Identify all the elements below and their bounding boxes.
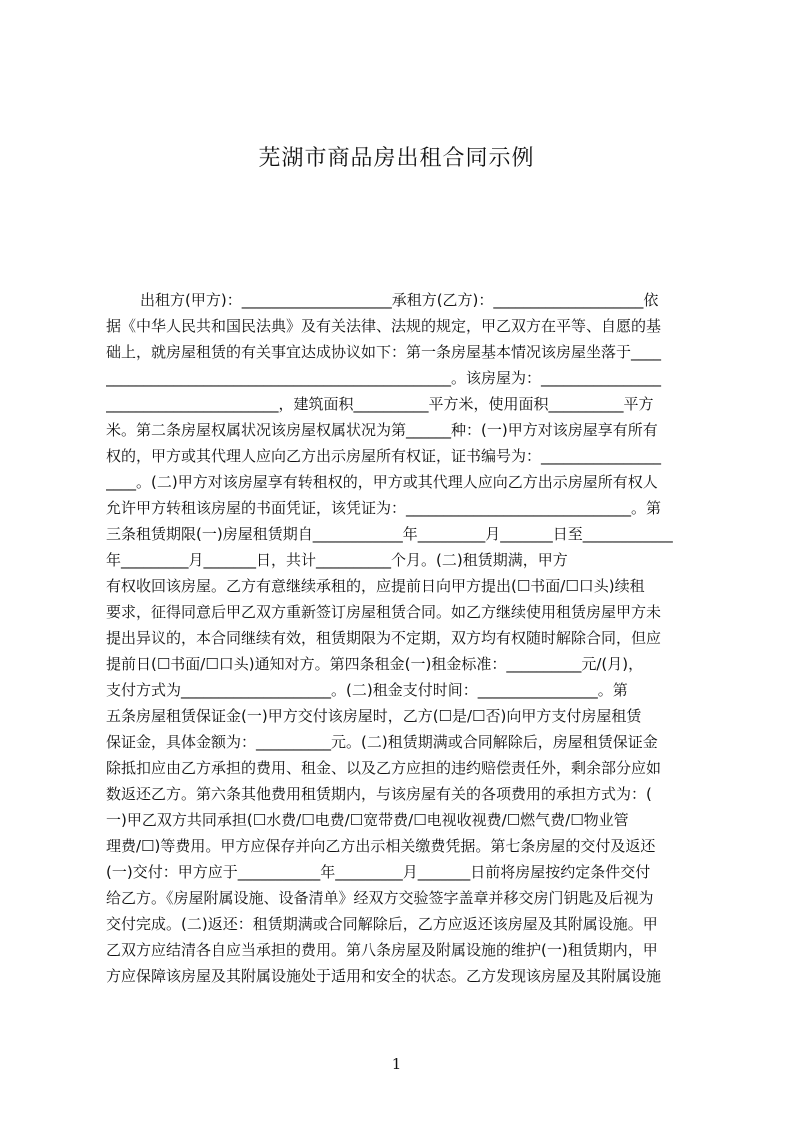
body-line: 方应保障该房屋及其附属设施处于适用和安全的状态。乙方发现该房屋及其附属设施 bbox=[106, 967, 662, 985]
contract-body bbox=[106, 287, 698, 989]
body-line: 据《中华人民共和国民法典》及有关法律、法规的规定，甲乙双方在平等、自愿的基 bbox=[106, 317, 662, 335]
body-line: 提前日(☐书面/☐口头)通知对方。第四条租金(一)租金标准：__________元/(月)， bbox=[106, 655, 644, 673]
body-line: (一)交付：甲方应于___________年_________月_______日前将房屋按约定条件交付 bbox=[106, 863, 651, 881]
document-title: 芜湖市商品房出租合同示例 bbox=[258, 146, 535, 171]
body-line: 权的，甲方或其代理人应向乙方出示房屋所有权证，证书编号为：________________ bbox=[106, 447, 662, 465]
body-line: 础上，就房屋租赁的有关事宜达成协议如下：第一条房屋基本情况该房屋坐落于____ bbox=[106, 343, 662, 361]
body-line: 五条房屋租赁保证金(一)甲方交付该房屋时，乙方(☐是/☐否)向甲方支付房屋租赁 bbox=[106, 707, 642, 725]
body-line: 支付方式为____________________。(二)租金支付时间：________________。第 bbox=[106, 681, 628, 699]
body-line: 理费/☐)等费用。甲方应保存并向乙方出示相关缴费凭据。第七条房屋的交付及返还 bbox=[106, 837, 656, 855]
body-line: 米。第二条房屋权属状况该房屋权属状况为第______种：(一)甲方对该房屋享有所有 bbox=[106, 421, 658, 439]
body-line: 保证金，具体金额为：__________元。(二)租赁期满或合同解除后，房屋租赁保证金 bbox=[106, 733, 658, 751]
body-line: 年_________月_______日，共计__________个月。(二)租赁期满，甲方 bbox=[106, 551, 568, 569]
body-line: 给乙方。《房屋附属设施、设备清单》经双方交验签字盖章并移交房门钥匙及后视为 bbox=[106, 889, 654, 907]
body-line: _______________________，建筑面积__________平方米，使用面积__________平方 bbox=[106, 395, 654, 413]
body-line: 交付完成。(二)返还：租赁期满或合同解除后，乙方应返还该房屋及其附属设施。甲 bbox=[106, 915, 658, 933]
body-line: 出租方(甲方)：____________________承租方(乙方)：____________________依 bbox=[140, 291, 659, 309]
page-number: 1 bbox=[391, 1055, 402, 1073]
body-line: 数返还乙方。第六条其他费用租赁期内，与该房屋有关的各项费用的承担方式为：( bbox=[106, 785, 652, 803]
body-line: 乙双方应结清各自应当承担的费用。第八条房屋及附属设施的维护(一)租赁期内，甲 bbox=[106, 941, 658, 959]
body-line: 三条租赁期限(一)房屋租赁期自____________年_________月_______日至____________ bbox=[106, 525, 673, 543]
body-line: 一)甲乙双方共同承担(☐水费/☐电费/☐宽带费/☐电视收视费/☐燃气费/☐物业管 bbox=[106, 811, 629, 829]
body-line: ______________________________________________。该房屋为：________________ bbox=[106, 369, 662, 387]
body-line: 有权收回该房屋。乙方有意继续承租的，应提前日向甲方提出(☐书面/☐口头)续租 bbox=[106, 577, 645, 595]
body-line: 提出异议的，本合同继续有效，租赁期限为不定期，双方均有权随时解除合同，但应 bbox=[106, 629, 662, 647]
body-line: 除抵扣应由乙方承担的费用、租金、以及乙方应担的违约赔偿责任外，剩余部分应如 bbox=[106, 759, 662, 777]
body-line: 允许甲方转租该房屋的书面凭证，该凭证为：______________________________。第 bbox=[106, 499, 662, 517]
body-line: ____。(二)甲方对该房屋享有转租权的，甲方或其代理人应向乙方出示房屋所有权人 bbox=[106, 473, 658, 491]
body-line: 要求，征得同意后甲乙双方重新签订房屋租赁合同。如乙方继续使用租赁房屋甲方未 bbox=[106, 603, 662, 621]
